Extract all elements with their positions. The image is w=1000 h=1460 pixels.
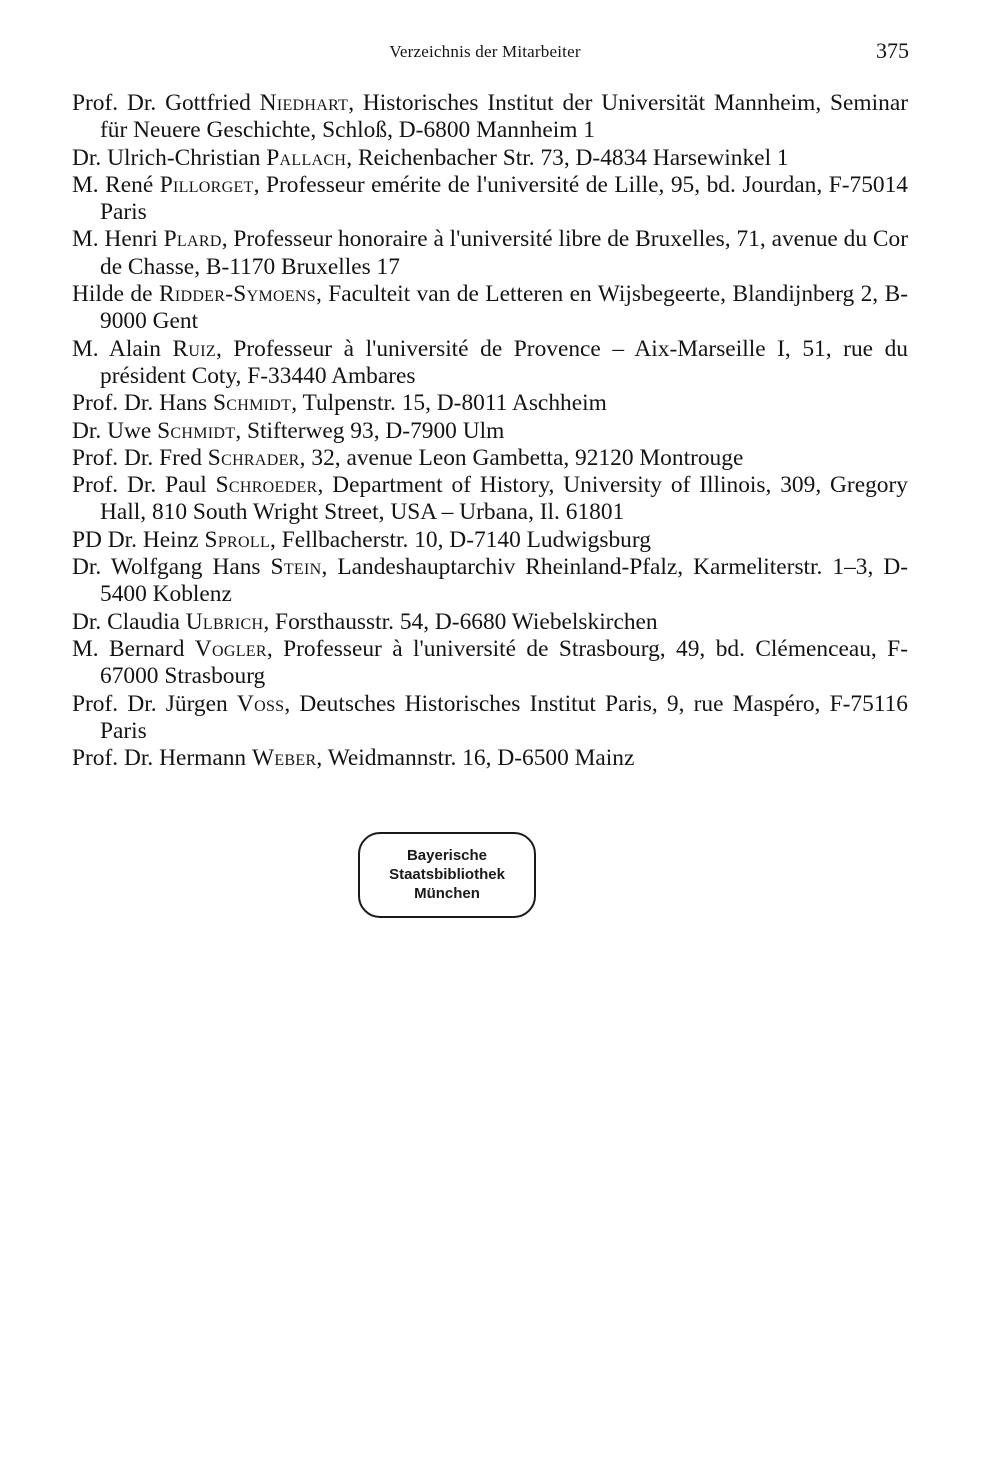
entry-surname: Sproll <box>204 526 271 553</box>
entry-address: , 32, avenue Leon Gambetta, 92120 Montrouge <box>299 444 744 471</box>
library-stamp <box>358 832 536 918</box>
contributor-entry <box>72 445 908 472</box>
stamp-line: Staatsbibliothek <box>389 866 505 883</box>
contributor-entry <box>72 691 908 746</box>
entry-prefix: Dr. Uwe <box>72 417 158 444</box>
page-number: 375 <box>876 38 909 63</box>
entry-prefix: Prof. Dr. Hans <box>72 390 213 417</box>
entry-surname: Schmidt <box>212 390 292 417</box>
entry-prefix: PD Dr. Heinz <box>72 526 205 553</box>
entry-address: , Fellbacherstr. 10, D-7140 Ludwigsburg <box>270 526 651 553</box>
entry-address: , Professeur emérite de l'université de Lille, 95, bd. Jourdan, F-75014 Paris <box>100 171 908 226</box>
entry-address: , Historisches Institut der Universität Mannheim, Seminar für Neuere Geschichte, Schloß, D-6800 Mannheim 1 <box>100 90 908 144</box>
running-title: Verzeichnis der Mitarbeiter <box>389 42 581 61</box>
contributor-entry <box>72 554 908 609</box>
entry-address: , Stifterweg 93, D-7900 Ulm <box>235 417 505 444</box>
entry-prefix: Prof. Dr. Hermann <box>72 745 252 772</box>
entry-prefix: Dr. Claudia <box>72 608 186 635</box>
entry-surname: Plard <box>163 226 222 253</box>
entry-surname: Ridder-Symoens <box>158 281 316 308</box>
entry-address: , Landeshauptarchiv Rheinland-Pfalz, Karmeliterstr. 1–3, D-5400 Koblenz <box>100 554 909 608</box>
entry-surname: Schroeder <box>215 472 318 499</box>
contributor-entry <box>72 636 908 691</box>
contributor-entry <box>72 90 908 145</box>
entry-address: , Faculteit van de Letteren en Wijsbegeerte, Blandijnberg 2, B-9000 Gent <box>100 281 908 335</box>
contributor-list <box>72 90 908 772</box>
contributor-entry <box>72 472 908 527</box>
entry-surname: Pallach <box>266 144 347 171</box>
entry-surname: Voss <box>236 690 285 717</box>
entry-address: , Professeur à l'université de Strasbourg, 49, bd. Clémenceau, F-67000 Strasbourg <box>100 635 908 690</box>
entry-prefix: M. Bernard <box>72 635 195 662</box>
entry-prefix: M. René <box>72 171 160 198</box>
entry-address: , Forsthausstr. 54, D-6680 Wiebelskirchen <box>263 608 658 635</box>
stamp-line: Bayerische <box>406 847 488 864</box>
entry-address: , Tulpenstr. 15, D-8011 Aschheim <box>291 390 607 417</box>
entry-address: , Department of History, University of Illinois, 309, Gregory Hall, 810 South Wright Street, USA – Urbana, Il. 61801 <box>100 472 908 526</box>
contributor-entry <box>72 609 908 636</box>
contributor-entry <box>72 281 908 336</box>
entry-prefix: Prof. Dr. Paul <box>72 472 216 499</box>
entry-prefix: Dr. Wolfgang Hans <box>72 554 271 581</box>
stamp-line: München <box>414 885 480 902</box>
contributor-entry <box>72 336 908 391</box>
page-header <box>0 38 1000 68</box>
entry-surname: Vogler <box>194 635 267 662</box>
entry-address: , Weidmannstr. 16, D-6500 Mainz <box>316 745 635 772</box>
entry-address: , Reichenbacher Str. 73, D-4834 Harsewinkel 1 <box>346 144 789 171</box>
contributor-entry <box>72 172 908 227</box>
entry-surname: Stein <box>270 554 322 581</box>
contributor-entry <box>72 418 908 445</box>
entry-surname: Pillorget <box>159 171 254 198</box>
entry-surname: Niedhart <box>259 90 349 116</box>
entry-prefix: M. Alain <box>72 335 173 362</box>
entry-surname: Schmidt <box>157 417 236 444</box>
entry-address: , Professeur honoraire à l'université libre de Bruxelles, 71, avenue du Cor de Chasse, B-1170 Bruxelles 17 <box>100 226 908 280</box>
entry-prefix: M. Henri <box>72 226 164 253</box>
entry-surname: Schrader <box>207 444 300 471</box>
entry-address: , Professeur à l'université de Provence – Aix-Marseille I, 51, rue du président Coty, F-33440 Ambares <box>100 335 908 389</box>
entry-prefix: Hilde de <box>72 281 159 308</box>
contributor-entry <box>72 226 908 281</box>
entry-surname: Ruiz <box>172 335 216 362</box>
contributor-entry <box>72 527 908 554</box>
contributor-entry <box>72 745 908 772</box>
entry-surname: Ulbrich <box>185 608 264 635</box>
contributor-entry <box>72 390 908 417</box>
entry-surname: Weber <box>251 745 317 772</box>
contributor-entry <box>72 145 908 172</box>
entry-prefix: Prof. Dr. Gottfried <box>72 90 260 116</box>
entry-prefix: Dr. Ulrich-Christian <box>72 144 267 171</box>
entry-prefix: Prof. Dr. Jürgen <box>72 690 237 717</box>
entry-prefix: Prof. Dr. Fred <box>72 444 208 471</box>
entry-address: , Deutsches Historisches Institut Paris, 9, rue Maspéro, F-75116 Paris <box>100 690 908 744</box>
